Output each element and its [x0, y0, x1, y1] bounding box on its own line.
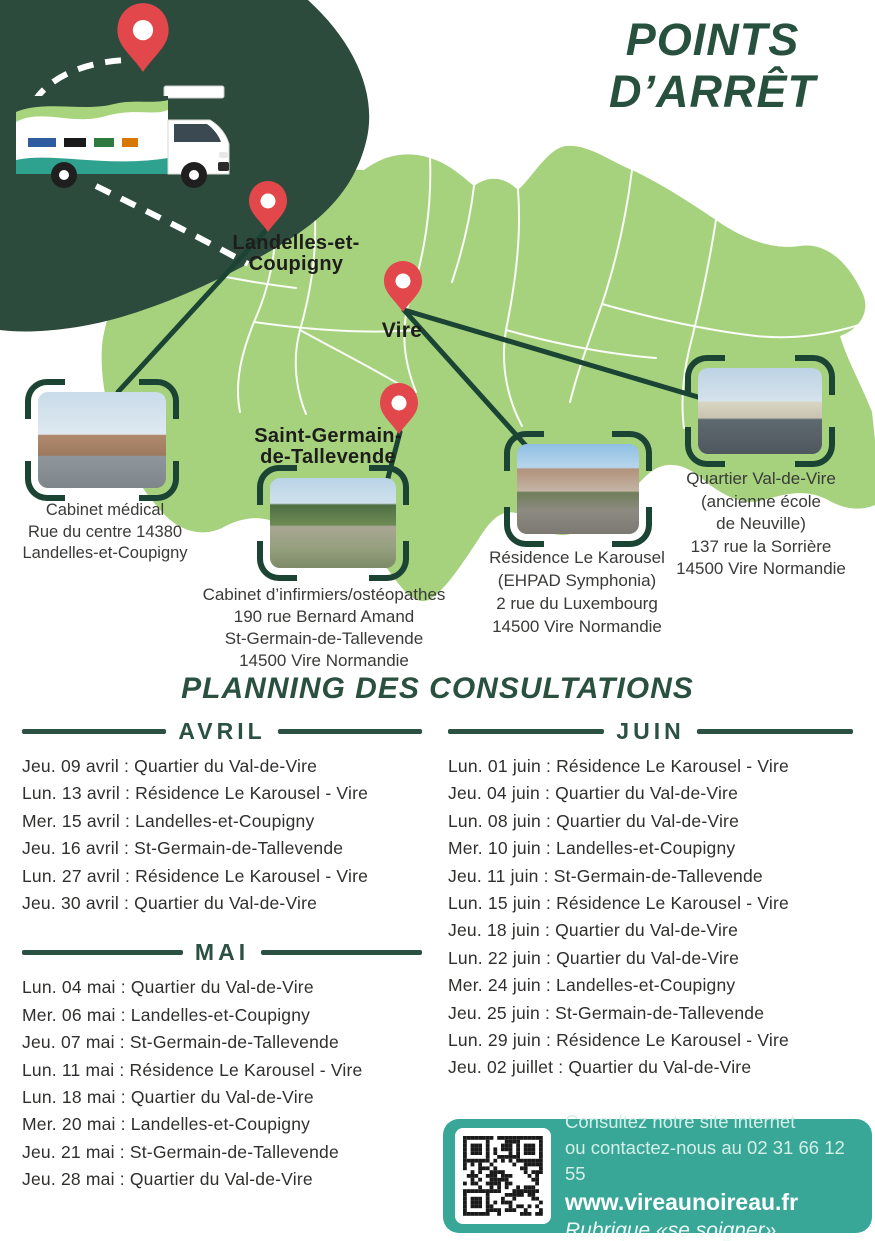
bracket-icon: [685, 427, 725, 467]
bracket-icon: [369, 465, 409, 505]
bracket-icon: [257, 541, 297, 581]
rule-line: [448, 729, 604, 734]
rule-line: [697, 729, 853, 734]
address-line: 137 rue la Sorrière: [690, 536, 832, 556]
bracket-icon: [612, 431, 652, 471]
schedule-entry: Mer. 06 mai : Landelles-et-Coupigny: [22, 1004, 311, 1025]
pin-label-line: Saint-Germain-: [254, 425, 402, 447]
schedule-entry: Jeu. 04 juin : Quartier du Val-de-Vire: [448, 783, 739, 804]
schedule-entry: Jeu. 25 juin : St-Germain-de-Tallevende: [448, 1002, 765, 1023]
schedule-entry: Jeu. 09 avril : Quartier du Val-de-Vire: [22, 756, 318, 776]
bracket-icon: [25, 379, 65, 419]
pin-label-line: Vire: [381, 319, 423, 342]
contact-text: [565, 1109, 860, 1241]
bracket-icon: [795, 355, 835, 395]
schedule-entry: Lun. 01 juin : Résidence Le Karousel - Vire: [448, 756, 789, 776]
page-title-line2: D’ARRÊT: [609, 66, 816, 117]
address-cabinet-medical: [2, 500, 208, 565]
schedule-entry: Jeu. 02 juillet : Quartier du Val-de-Vire: [448, 1057, 752, 1078]
schedule-list-avril: [18, 753, 426, 917]
schedule-entry: Lun. 08 juin : Quartier du Val-de-Vire: [448, 810, 740, 831]
pin-label-line: Landelles-et-: [232, 232, 360, 254]
schedule-list-mai: [18, 974, 426, 1193]
photo-residence-karousel: [517, 444, 639, 534]
schedule-entry: Lun. 04 mai : Quartier du Val-de-Vire: [22, 977, 314, 998]
address-line: (EHPAD Symphonia): [497, 571, 657, 590]
pin-label-line: Coupigny: [248, 253, 344, 275]
schedule-list-juin: [444, 753, 857, 1082]
schedule-entry: Jeu. 07 mai : St-Germain-de-Tallevende: [22, 1032, 339, 1053]
contact-line1: Consultez notre site internet: [565, 1110, 796, 1132]
address-quartier-val-de-vire: [650, 468, 872, 581]
schedule-entry: Lun. 11 mai : Résidence Le Karousel - Vire: [22, 1059, 363, 1080]
address-line: Résidence Le Karousel: [489, 548, 665, 567]
bracket-icon: [139, 379, 179, 419]
schedule-entry: Lun. 29 juin : Résidence Le Karousel - Vire: [448, 1030, 789, 1051]
pin-label-line: de-Tallevende: [260, 446, 396, 468]
schedule-entry: Mer. 15 avril : Landelles-et-Coupigny: [22, 810, 315, 831]
bracket-icon: [257, 465, 297, 505]
address-line: 14500 Vire Normandie: [239, 651, 409, 670]
rule-line: [261, 950, 422, 955]
month-section-juin: [444, 718, 857, 1082]
page-title-line1: POINTS: [625, 14, 800, 65]
schedule-entry: Jeu. 30 avril : Quartier du Val-de-Vire: [22, 893, 318, 914]
address-line: de Neuville): [716, 514, 806, 533]
rule-line: [278, 729, 422, 734]
photo-cabinet-infirmiers: [270, 478, 396, 568]
schedule-entry: Lun. 27 avril : Résidence Le Karousel - Vire: [22, 865, 369, 886]
pin-label-saint-germain: [238, 426, 418, 468]
address-line: St-Germain-de-Tallevende: [224, 629, 424, 648]
schedule-entry: Jeu. 18 juin : Quartier du Val-de-Vire: [448, 920, 739, 941]
schedule-entry: Mer. 20 mai : Landelles-et-Coupigny: [22, 1114, 311, 1135]
schedule-entry: Mer. 24 juin : Landelles-et-Coupigny: [448, 975, 736, 996]
bracket-icon: [504, 431, 544, 471]
address-line: 14500 Vire Normandie: [676, 559, 846, 578]
address-line: 190 rue Bernard Amand: [233, 607, 415, 626]
month-section-mai: [18, 939, 426, 1193]
schedule-entry: Jeu. 11 juin : St-Germain-de-Tallevende: [448, 865, 763, 886]
rule-line: [22, 729, 166, 734]
pin-label-landelles: [203, 233, 389, 275]
schedule-entry: Lun. 15 juin : Résidence Le Karousel - Vire: [448, 893, 789, 914]
month-section-avril: [18, 718, 426, 917]
qr-code: [455, 1128, 551, 1224]
address-line: Cabinet médical: [45, 501, 165, 519]
pin-label-vire: [352, 320, 452, 341]
bracket-icon: [25, 461, 65, 501]
schedule-entry: Lun. 18 mai : Quartier du Val-de-Vire: [22, 1087, 314, 1108]
photo-cabinet-medical: [38, 392, 166, 488]
month-name: AVRIL: [178, 718, 266, 744]
contact-line2: ou contactez-nous au 02 31 66 12 55: [565, 1136, 845, 1184]
address-line: Landelles-et-Coupigny: [22, 544, 188, 562]
bracket-icon: [504, 507, 544, 547]
website-url: www.vireaunoireau.fr: [565, 1188, 799, 1215]
schedule-entry: Lun. 13 avril : Résidence Le Karousel - Vire: [22, 783, 369, 804]
address-line: Rue du centre 14380: [27, 522, 183, 541]
schedule-entry: Lun. 22 juin : Quartier du Val-de-Vire: [448, 947, 740, 968]
schedule-entry: Jeu. 28 mai : Quartier du Val-de-Vire: [22, 1169, 313, 1190]
contact-box: [443, 1110, 872, 1241]
bracket-icon: [685, 355, 725, 395]
address-line: Quartier Val-de-Vire: [686, 469, 836, 488]
planning-title: PLANNING DES CONSULTATIONS: [181, 672, 694, 705]
rule-line: [22, 950, 183, 955]
address-line: Cabinet d’infirmiers/ostéopathes: [202, 585, 446, 604]
month-name: MAI: [194, 939, 250, 966]
page-title: [560, 14, 865, 118]
schedule-entry: Jeu. 21 mai : St-Germain-de-Tallevende: [22, 1141, 339, 1162]
contact-rubrique: Rubrique «se soigner»: [565, 1218, 777, 1241]
address-line: 2 rue du Luxembourg: [496, 594, 658, 613]
photo-quartier-val-de-vire: [698, 368, 822, 454]
month-name: JUIN: [616, 718, 685, 744]
address-cabinet-infirmiers: [190, 584, 458, 672]
address-line: 14500 Vire Normandie: [492, 617, 662, 636]
address-line: (ancienne école: [700, 491, 822, 511]
schedule-entry: Mer. 10 juin : Landelles-et-Coupigny: [448, 838, 736, 859]
schedule-entry: Jeu. 16 avril : St-Germain-de-Tallevende: [22, 838, 344, 859]
